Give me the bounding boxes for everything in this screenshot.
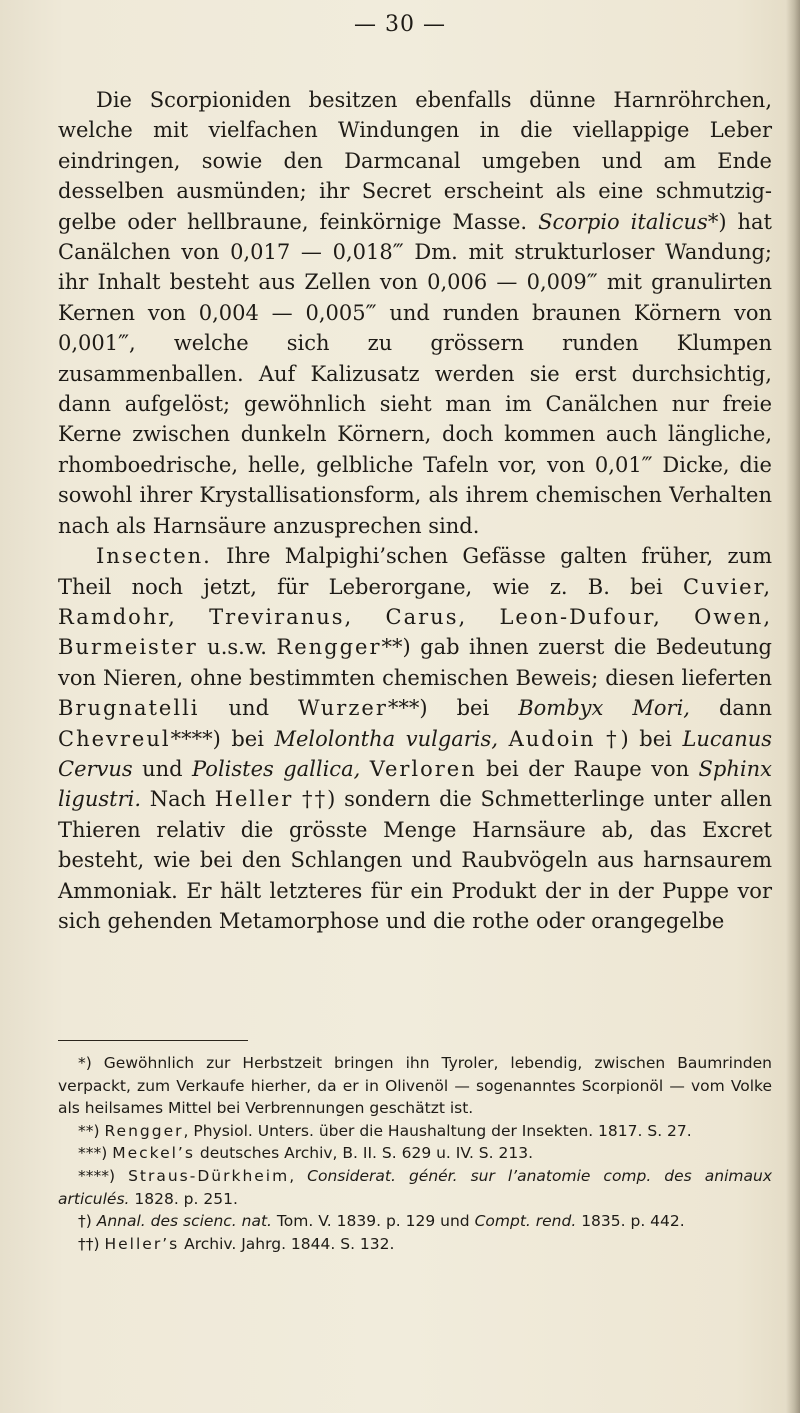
footnote-5 (58, 1210, 772, 1233)
author-name: Rengger (276, 635, 382, 660)
author-name: Straus-Dürkheim (128, 1166, 290, 1185)
footnote-marker: ****) (78, 1166, 129, 1185)
author-name: Verloren (369, 756, 477, 781)
text-run: ***) bei (387, 696, 519, 721)
text-run: ****) bei (170, 726, 275, 751)
work-title: Considerat. génér. sur l’anatomie comp. des animaux articulés. (58, 1166, 772, 1208)
species-name: Sphinx ligustri. (58, 756, 772, 812)
footnote-marker: †) (78, 1212, 97, 1231)
footnote-marker: ***) (78, 1144, 113, 1163)
species-name: Lucanus Cervus (58, 726, 773, 781)
author-name: Meckel’s (112, 1144, 195, 1163)
author-name: Heller’s (104, 1234, 180, 1253)
species-name: Melolontha vulgaris, (274, 726, 498, 751)
footnote-4 (58, 1165, 772, 1210)
footnote-marker: **) (78, 1121, 105, 1140)
author-name: Brugnatelli (58, 696, 200, 721)
citation-text: 1835. p. 442. (576, 1212, 685, 1231)
author-name: Rengger (104, 1121, 184, 1140)
paragraph-scorpioniden (58, 85, 772, 541)
author-name: Chevreul (58, 726, 171, 751)
citation-text: 1828. p. 251. (129, 1189, 238, 1208)
page-number: — 30 — (354, 12, 446, 37)
text-run: Nach (141, 787, 215, 812)
main-text (58, 85, 772, 936)
footnotes (58, 1052, 772, 1255)
text-run: †) bei (595, 726, 683, 751)
author-name: Heller (214, 787, 294, 812)
text-run: und (199, 696, 299, 721)
author-name: Audoin (508, 726, 596, 751)
citation-text: Archiv. Jahrg. 1844. S. 132. (179, 1234, 395, 1253)
text-run: ††) sondern die Schmetterlinge unter allen Thieren relativ die grösste Menge Harnsäure ab, das Excret besteht, wie bei den Schlangen und Raubvögeln aus harnsaurem Ammoniak. Er hält letzteres für ein Produkt der in der Puppe vor sich gehenden Metamorphose und die rothe oder orangegelbe (58, 787, 772, 933)
page-edge-shadow (786, 0, 800, 1413)
author-name: Wurzer (298, 696, 388, 721)
footnote-3 (58, 1142, 772, 1165)
footnote-1: *) Gewöhnlich zur Herbstzeit bringen ihn Tyroler, lebendig, zwischen Baumrinden verpackt, zum Verkaufe hierher, da er in Olivenöl — sogenanntes Scorpionöl — vom Volke als heilsames Mittel bei Verbrennungen geschätzt ist. (58, 1054, 772, 1118)
citation-text: deutsches Archiv, B. II. S. 629 u. IV. S. 213. (194, 1144, 534, 1163)
species-name: Bombyx Mori, (518, 696, 690, 721)
author-names: Cuvier, Ramdohr, Treviranus, Carus, Leon-Dufour, Owen, Burmeister (58, 574, 772, 660)
text-run: Ihre Malpighi’schen Gefässe galten früher, zum Theil noch jetzt, für Leberorgane, wie z. B. bei (58, 544, 772, 599)
footnote-divider (58, 1040, 248, 1041)
paragraph-insecten (58, 541, 772, 936)
text-run: **) gab ihnen zuerst die Bedeutung von Nieren, ohne bestimmten chemischen Beweis; diesen lieferten (58, 635, 772, 690)
text-run: Die Scorpioniden besitzen ebenfalls dünne Harnröhrchen, welche mit vielfachen Windungen in die viellappige Leber eindringen, sowie den Darmcanal umgeben und am Ende desselben ausmünden; ihr Secret erscheint als eine schmutzig-gelbe oder hellbraune, feinkörnige Masse. (58, 88, 772, 234)
text-run: *) hat Canälchen von 0,017 — 0,018‴ Dm. mit strukturloser Wandung; ihr Inhalt besteht aus Zellen von 0,006 — 0,009‴ mit granulirten Kernen von 0,004 — 0,005‴ und runden braunen Körnern von 0,001‴, welche sich zu grössern runden Klumpen zusammenballen. Auf Kalizusatz werden sie erst durchsichtig, dann aufgelöst; gewöhnlich sieht man im Canälchen nur freie Kerne zwischen dunkeln Körnern, doch kommen auch längliche, rhomboedrische, helle, gelbliche Tafeln vor, von 0,01‴ Dicke, die sowohl ihrer Krystallisationsform, als ihrem chemischen Verhalten nach als Harnsäure anzusprechen sind. (58, 209, 772, 538)
text-run: und (132, 756, 193, 781)
text-run: u.s.w. (197, 635, 277, 660)
text-run (360, 757, 369, 781)
footnote-6 (58, 1233, 772, 1256)
citation-text: , (289, 1166, 308, 1185)
work-title: Annal. des scienc. nat. (96, 1212, 272, 1231)
footnote-2 (58, 1120, 772, 1143)
text-run: bei der Raupe von (476, 756, 699, 781)
text-run (498, 727, 509, 751)
species-name: Polistes gallica, (192, 756, 361, 781)
work-title: Compt. rend. (474, 1212, 577, 1231)
text-run: dann (689, 696, 773, 721)
species-name: Scorpio italicus (538, 209, 708, 234)
footnote-marker: ††) (78, 1234, 105, 1253)
citation-text: , Physiol. Unters. über die Haushaltung der Insekten. 1817. S. 27. (183, 1121, 692, 1140)
section-heading: Insecten. (96, 544, 212, 569)
citation-text: Tom. V. 1839. p. 129 und (272, 1212, 475, 1231)
